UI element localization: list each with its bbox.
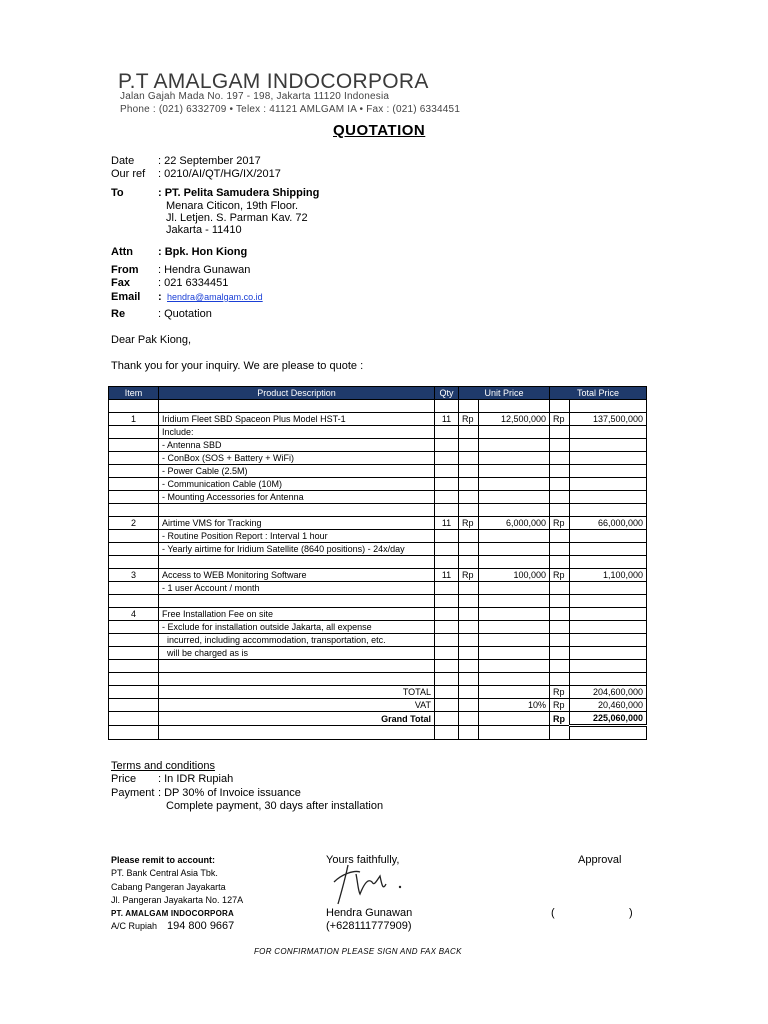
table-row	[109, 621, 647, 634]
fax-label: Fax	[111, 277, 130, 289]
company-name: P.T AMALGAM INDOCORPORA	[118, 70, 429, 93]
item-description	[159, 556, 435, 569]
table-row	[109, 647, 647, 660]
bank-street: Jl. Pangeran Jayakarta No. 127A	[111, 895, 244, 905]
unit-price-value	[479, 660, 550, 673]
item-description	[159, 504, 435, 517]
unit-price-value	[479, 530, 550, 543]
terms-heading: Terms and conditions	[111, 760, 215, 772]
total-price-currency	[550, 491, 570, 504]
unit-price-value	[479, 465, 550, 478]
total-price-currency: Rp	[550, 413, 570, 426]
account-label: A/C Rupiah	[111, 921, 158, 931]
total-price-currency	[550, 582, 570, 595]
vat-row	[109, 699, 647, 712]
total-price-value	[570, 660, 647, 673]
unit-price-value	[479, 426, 550, 439]
table-row	[109, 582, 647, 595]
item-qty: 11	[435, 413, 459, 426]
total-price-currency	[550, 673, 570, 686]
table-row	[109, 400, 647, 413]
unit-price-value	[479, 452, 550, 465]
table-row	[109, 478, 647, 491]
table-row	[109, 673, 647, 686]
unit-price-value	[479, 621, 550, 634]
approval-label: Approval	[578, 854, 622, 866]
total-price-value	[570, 595, 647, 608]
total-price-value: 1,100,000	[570, 569, 647, 582]
item-number	[109, 465, 159, 478]
unit-price-currency	[459, 491, 479, 504]
to-address-line: Jakarta - 11410	[166, 224, 242, 236]
to-address-line: Jl. Letjen. S. Parman Kav. 72	[166, 212, 308, 224]
item-number	[109, 478, 159, 491]
item-qty	[435, 660, 459, 673]
item-description: Airtime VMS for Tracking	[159, 517, 435, 530]
unit-price-currency	[459, 465, 479, 478]
table-row	[109, 726, 647, 740]
item-number	[109, 491, 159, 504]
date-value: : 22 September 2017	[158, 155, 261, 167]
item-number	[109, 647, 159, 660]
item-qty	[435, 452, 459, 465]
item-number	[109, 543, 159, 556]
total-row	[109, 686, 647, 699]
total-price-value	[570, 504, 647, 517]
re-value: : Quotation	[158, 308, 212, 320]
unit-price-currency	[459, 621, 479, 634]
date-label: Date	[111, 155, 135, 167]
item-description	[159, 660, 435, 673]
unit-price-value: 100,000	[479, 569, 550, 582]
ref-label: Our ref	[111, 168, 146, 180]
document-title: QUOTATION	[333, 122, 426, 139]
item-description	[159, 595, 435, 608]
total-price-value	[570, 543, 647, 556]
item-description	[159, 673, 435, 686]
item-description: - Power Cable (2.5M)	[159, 465, 435, 478]
table-row	[109, 595, 647, 608]
item-description: - Yearly airtime for Iridium Satellite (8640 positions) - 24x/day	[159, 543, 435, 556]
col-header-total-price: Total Price	[550, 387, 647, 400]
unit-price-currency: Rp	[459, 517, 479, 530]
unit-price-value	[479, 608, 550, 621]
item-description: - Antenna SBD	[159, 439, 435, 452]
total-price-currency	[550, 647, 570, 660]
total-price-currency	[550, 595, 570, 608]
table-row	[109, 413, 647, 426]
unit-price-currency: Rp	[459, 569, 479, 582]
total-price-value	[570, 400, 647, 413]
unit-price-value	[479, 582, 550, 595]
table-row	[109, 569, 647, 582]
item-number	[109, 634, 159, 647]
total-price-currency	[550, 478, 570, 491]
unit-price-currency	[459, 439, 479, 452]
item-qty	[435, 582, 459, 595]
unit-price-currency	[459, 543, 479, 556]
col-header-qty: Qty	[435, 387, 459, 400]
attn-value: : Bpk. Hon Kiong	[158, 246, 248, 258]
unit-price-value: 6,000,000	[479, 517, 550, 530]
item-description: incurred, including accommodation, transportation, etc.	[159, 634, 435, 647]
unit-price-currency	[459, 452, 479, 465]
item-qty: 11	[435, 569, 459, 582]
item-number	[109, 400, 159, 413]
vat-rate: 10%	[479, 699, 550, 712]
table-summary	[109, 686, 647, 740]
total-price-value	[570, 621, 647, 634]
item-qty	[435, 543, 459, 556]
total-price-currency	[550, 621, 570, 634]
grand-total-label: Grand Total	[159, 712, 435, 726]
table-row	[109, 608, 647, 621]
quotation-table	[108, 386, 647, 740]
total-price-value	[570, 478, 647, 491]
unit-price-currency	[459, 634, 479, 647]
item-qty	[435, 621, 459, 634]
item-number	[109, 556, 159, 569]
item-description: Access to WEB Monitoring Software	[159, 569, 435, 582]
total-price-value	[570, 582, 647, 595]
total-price-value: 66,000,000	[570, 517, 647, 530]
grand-total-row	[109, 712, 647, 726]
unit-price-currency	[459, 595, 479, 608]
item-qty: 11	[435, 517, 459, 530]
total-price-value	[570, 634, 647, 647]
re-label: Re	[111, 308, 126, 320]
approval-close-paren: )	[629, 907, 633, 919]
unit-price-currency	[459, 556, 479, 569]
unit-price-value	[479, 595, 550, 608]
item-description: Iridium Fleet SBD Spaceon Plus Model HST-1	[159, 413, 435, 426]
table-row	[109, 634, 647, 647]
email-label: Email	[111, 291, 141, 303]
unit-price-value	[479, 647, 550, 660]
total-price-currency	[550, 452, 570, 465]
vat-value: 20,460,000	[570, 699, 647, 712]
total-price-value	[570, 673, 647, 686]
company-address: Jalan Gajah Mada No. 197 - 198, Jakarta 11120 Indonesia	[120, 91, 390, 102]
bank-branch: Cabang Pangeran Jayakarta	[111, 882, 226, 892]
to-label: To	[111, 187, 124, 199]
unit-price-currency	[459, 647, 479, 660]
unit-price-value	[479, 556, 550, 569]
total-value: 204,600,000	[570, 686, 647, 699]
signer-phone: (+628111777909)	[326, 920, 412, 932]
item-number	[109, 530, 159, 543]
item-description: will be charged as is	[159, 647, 435, 660]
table-row	[109, 491, 647, 504]
total-price-currency	[550, 543, 570, 556]
item-description: Include:	[159, 426, 435, 439]
company-contact: Phone : (021) 6332709 • Telex : 41121 AMLGAM IA • Fax : (021) 6334451	[120, 104, 461, 115]
greeting: Dear Pak Kiong,	[111, 334, 192, 346]
item-number	[109, 595, 159, 608]
table-row	[109, 660, 647, 673]
table-header-row	[109, 387, 647, 400]
item-description: - ConBox (SOS + Battery + WiFi)	[159, 452, 435, 465]
grand-total-value: 225,060,000	[570, 712, 647, 726]
total-price-value	[570, 556, 647, 569]
total-price-value	[570, 530, 647, 543]
item-number	[109, 582, 159, 595]
table-body	[109, 400, 647, 686]
item-number: 3	[109, 569, 159, 582]
unit-price-currency	[459, 582, 479, 595]
total-price-currency: Rp	[550, 569, 570, 582]
unit-price-currency	[459, 660, 479, 673]
total-currency: Rp	[550, 686, 570, 699]
fax-value: : 021 6334451	[158, 277, 229, 289]
email-link[interactable]: hendra@amalgam.co.id	[167, 292, 263, 302]
total-price-currency	[550, 504, 570, 517]
unit-price-currency	[459, 673, 479, 686]
total-price-value: 137,500,000	[570, 413, 647, 426]
vat-currency: Rp	[550, 699, 570, 712]
item-qty	[435, 478, 459, 491]
attn-label: Attn	[111, 246, 133, 258]
account-holder: PT. AMALGAM INDOCORPORA	[111, 909, 234, 918]
to-value: : PT. Pelita Samudera Shipping	[158, 187, 320, 199]
price-label: Price	[111, 773, 137, 785]
total-price-value	[570, 647, 647, 660]
table-row	[109, 530, 647, 543]
item-qty	[435, 426, 459, 439]
total-price-currency	[550, 439, 570, 452]
total-label: TOTAL	[159, 686, 435, 699]
unit-price-currency	[459, 400, 479, 413]
item-qty	[435, 595, 459, 608]
table-row	[109, 439, 647, 452]
total-price-currency	[550, 556, 570, 569]
item-qty	[435, 439, 459, 452]
bank-name: PT. Bank Central Asia Tbk.	[111, 868, 218, 878]
table-row	[109, 452, 647, 465]
total-price-value	[570, 426, 647, 439]
from-value: : Hendra Gunawan	[158, 264, 251, 276]
unit-price-currency	[459, 608, 479, 621]
item-description: - Communication Cable (10M)	[159, 478, 435, 491]
table-row	[109, 517, 647, 530]
item-number	[109, 504, 159, 517]
signature-image	[328, 860, 408, 910]
unit-price-value	[479, 491, 550, 504]
item-qty	[435, 530, 459, 543]
total-price-currency	[550, 400, 570, 413]
grand-total-currency: Rp	[550, 712, 570, 726]
item-description: - Mounting Accessories for Antenna	[159, 491, 435, 504]
total-price-currency: Rp	[550, 517, 570, 530]
item-qty	[435, 400, 459, 413]
unit-price-currency	[459, 530, 479, 543]
unit-price-value	[479, 673, 550, 686]
ref-value: : 0210/AI/QT/HG/IX/2017	[158, 168, 281, 180]
signer-name: Hendra Gunawan	[326, 907, 413, 919]
total-price-currency	[550, 426, 570, 439]
item-number: 4	[109, 608, 159, 621]
item-description: - 1 user Account / month	[159, 582, 435, 595]
item-number	[109, 452, 159, 465]
unit-price-value	[479, 504, 550, 517]
from-label: From	[111, 264, 139, 276]
payment-label: Payment	[111, 787, 155, 799]
unit-price-value	[479, 478, 550, 491]
total-price-value	[570, 465, 647, 478]
total-price-currency	[550, 465, 570, 478]
vat-label: VAT	[159, 699, 435, 712]
item-number: 2	[109, 517, 159, 530]
unit-price-currency: Rp	[459, 413, 479, 426]
total-price-currency	[550, 634, 570, 647]
item-qty	[435, 504, 459, 517]
total-price-currency	[550, 530, 570, 543]
item-number	[109, 673, 159, 686]
item-number	[109, 621, 159, 634]
remit-heading: Please remit to account:	[111, 855, 216, 865]
footer-note: FOR CONFIRMATION PLEASE SIGN AND FAX BACK	[254, 947, 462, 956]
item-qty	[435, 634, 459, 647]
item-description: - Exclude for installation outside Jakarta, all expense	[159, 621, 435, 634]
item-number	[109, 439, 159, 452]
item-qty	[435, 465, 459, 478]
table-row	[109, 504, 647, 517]
table-row	[109, 465, 647, 478]
total-price-currency	[550, 608, 570, 621]
item-number	[109, 426, 159, 439]
col-header-item: Item	[109, 387, 159, 400]
item-description	[159, 400, 435, 413]
unit-price-value	[479, 543, 550, 556]
total-price-currency	[550, 660, 570, 673]
item-number	[109, 660, 159, 673]
col-header-unit-price: Unit Price	[459, 387, 550, 400]
intro-text: Thank you for your inquiry. We are please to quote :	[111, 360, 364, 372]
unit-price-value	[479, 439, 550, 452]
item-description: - Routine Position Report : Interval 1 hour	[159, 530, 435, 543]
item-qty	[435, 491, 459, 504]
email-colon: :	[158, 291, 162, 303]
item-qty	[435, 556, 459, 569]
unit-price-currency	[459, 426, 479, 439]
table-row	[109, 543, 647, 556]
payment-value: : DP 30% of Invoice issuance	[158, 787, 301, 799]
item-qty	[435, 608, 459, 621]
unit-price-value	[479, 634, 550, 647]
unit-price-value	[479, 400, 550, 413]
closing-yours: Yours faithfully,	[326, 854, 400, 866]
total-price-value	[570, 439, 647, 452]
total-price-value	[570, 491, 647, 504]
account-number: 194 800 9667	[167, 920, 235, 932]
item-qty	[435, 647, 459, 660]
item-qty	[435, 673, 459, 686]
total-price-value	[570, 608, 647, 621]
item-description: Free Installation Fee on site	[159, 608, 435, 621]
unit-price-currency	[459, 478, 479, 491]
approval-open-paren: (	[551, 907, 555, 919]
table-row	[109, 556, 647, 569]
price-value: : In IDR Rupiah	[158, 773, 234, 785]
col-header-description: Product Description	[159, 387, 435, 400]
total-price-value	[570, 452, 647, 465]
payment-line: Complete payment, 30 days after installation	[166, 800, 384, 812]
table-row	[109, 426, 647, 439]
item-number: 1	[109, 413, 159, 426]
unit-price-value: 12,500,000	[479, 413, 550, 426]
unit-price-currency	[459, 504, 479, 517]
to-address-line: Menara Citicon, 19th Floor.	[166, 200, 299, 212]
